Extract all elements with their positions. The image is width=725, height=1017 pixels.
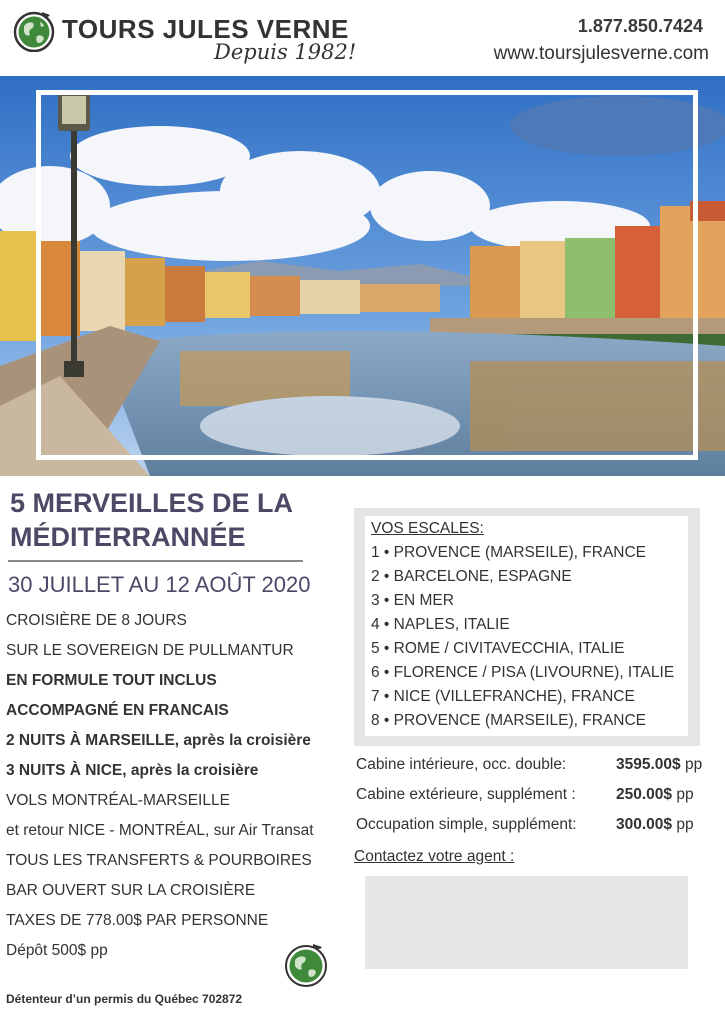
title-divider	[8, 560, 303, 562]
price-amount: 3595.00$	[616, 756, 681, 773]
price-unit: pp	[672, 816, 694, 833]
offer-title-line1: 5 MERVEILLES DE LA	[10, 488, 294, 518]
stop-item: 2 • BARCELONE, ESPAGNE	[371, 568, 572, 585]
brand-tagline: Depuis 1982!	[214, 40, 357, 64]
stop-item: 7 • NICE (VILLEFRANCHE), FRANCE	[371, 688, 635, 705]
price-label: Occupation simple, supplément:	[356, 816, 577, 833]
stops-list	[371, 541, 674, 733]
feature-item: Dépôt 500$ pp	[6, 942, 108, 959]
price-label: Cabine intérieure, occ. double:	[356, 756, 567, 773]
feature-item: TAXES DE 778.00$ PAR PERSONNE	[6, 912, 269, 929]
hero-frame	[36, 90, 698, 460]
contact-agent-label: Contactez votre agent :	[354, 848, 515, 865]
feature-item: et retour NICE - MONTRÉAL, sur Air Transat	[6, 822, 314, 839]
stops-title: VOS ESCALES:	[371, 520, 484, 537]
stop-item: 4 • NAPLES, ITALIE	[371, 616, 510, 633]
stop-item: 6 • FLORENCE / PISA (LIVOURNE), ITALIE	[371, 664, 675, 681]
feature-item: ACCOMPAGNÉ EN FRANCAIS	[6, 702, 229, 719]
stop-item: 8 • PROVENCE (MARSEILE), FRANCE	[371, 712, 647, 729]
price-row	[356, 752, 716, 782]
price-value	[616, 752, 702, 778]
feature-item: 2 NUITS À MARSEILLE, après la croisière	[6, 732, 311, 749]
phone-number[interactable]: 1.877.850.7424	[577, 16, 703, 36]
stop-item: 1 • PROVENCE (MARSEILE), FRANCE	[371, 544, 647, 561]
feature-item: VOLS MONTRÉAL-MARSEILLE	[6, 792, 230, 809]
price-value	[616, 812, 694, 838]
price-table	[356, 752, 716, 842]
price-value	[616, 782, 694, 808]
offer-title	[10, 486, 293, 554]
feature-item: EN FORMULE TOUT INCLUS	[6, 672, 217, 689]
feature-item: CROISIÈRE DE 8 JOURS	[6, 612, 187, 629]
agent-stamp-area	[365, 876, 688, 969]
price-row	[356, 812, 716, 842]
price-amount: 300.00$	[616, 816, 673, 833]
globe-logo-icon	[12, 8, 56, 52]
price-unit: pp	[680, 756, 703, 773]
price-unit: pp	[672, 786, 694, 803]
offer-dates: 30 JUILLET AU 12 AOÛT 2020	[8, 572, 311, 597]
offer-title-line2: MÉDITERRANNÉE	[10, 522, 246, 552]
permit-notice: Détenteur d’un permis du Québec 702872	[6, 992, 243, 1006]
feature-item: BAR OUVERT SUR LA CROISIÈRE	[6, 882, 256, 899]
price-row	[356, 782, 716, 812]
feature-item: SUR LE SOVEREIGN DE PULLMANTUR	[6, 642, 294, 659]
website-link[interactable]: www.toursjulesverne.com	[493, 43, 709, 64]
globe-plane-icon	[282, 940, 330, 988]
price-amount: 250.00$	[616, 786, 673, 803]
feature-item: TOUS LES TRANSFERTS & POURBOIRES	[6, 852, 312, 869]
stop-item: 5 • ROME / CIVITAVECCHIA, ITALIE	[371, 640, 625, 657]
stop-item: 3 • EN MER	[371, 592, 454, 609]
price-label: Cabine extérieure, supplément :	[356, 786, 576, 803]
features-list	[6, 608, 314, 968]
feature-item: 3 NUITS À NICE, après la croisière	[6, 762, 259, 779]
brand-name: TOURS JULES VERNE	[62, 14, 349, 44]
